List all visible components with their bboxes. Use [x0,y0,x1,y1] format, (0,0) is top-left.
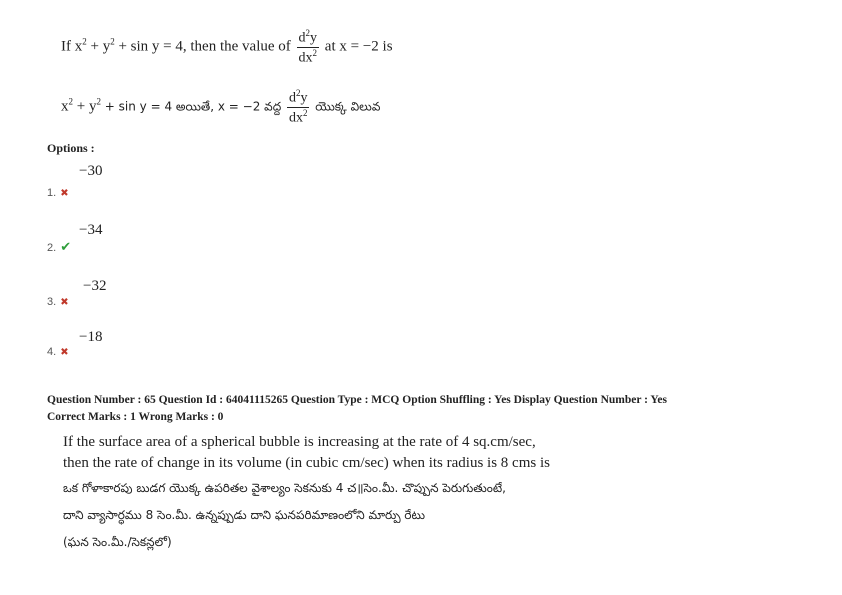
wrong-mark-icon: ✖ [60,188,69,199]
option-2[interactable]: 2. ✔ [47,240,72,255]
option-3-value: −32 [83,278,107,294]
option-2-value: −34 [79,222,103,238]
option-1[interactable]: 1. ✖ [47,187,69,199]
derivative-fraction-telugu: $\frac{d^2y}{dx^2}$ [288,88,308,126]
question-meta-line: Question Number : 65 Question Id : 64041115265 Question Type : MCQ Option Shuffling : Yes Display Question Number : Yes [47,394,668,406]
wrong-mark-icon: ✖ [60,297,69,308]
question-1-telugu: $x^2 + y^2 + \sin y = 4$ అయితే, x = −2 వద్ద $\frac{d^2y}{dx^2}$ యొక్క విలువ [61,88,381,126]
options-label: Options : [47,141,95,155]
question-2-telugu-line-3: (ఘన సెం.మీ./సెకన్లలో) [63,535,172,549]
marks-meta-line: Correct Marks : 1 Wrong Marks : 0 [47,411,224,423]
option-1-value: −30 [79,163,103,179]
option-4-value: −18 [79,329,103,345]
question-2-telugu-line-1: ఒక గోళాకారపు బుడగ యొక్క ఉపరితల వైశాల్యం సెకనుకు 4 చ॥సెం.మీ. చొప్పున పెరుగుతుంటే, [63,481,506,495]
question-1-english: If $x^2 + y^2 + \sin y = 4$, then the value of $\frac{d^2y}{dx^2}$ at x = −2 is [61,28,393,66]
question-2-english-line-1: If the surface area of a spherical bubble is increasing at the rate of 4 sq.cm/sec, [63,434,536,450]
option-3[interactable]: 3. ✖ [47,296,69,308]
wrong-mark-icon: ✖ [60,347,69,358]
derivative-fraction: $\frac{d^2y}{dx^2}$ [298,28,318,66]
question-2-telugu-line-2: దాని వ్యాసార్ధము 8 సెం.మీ. ఉన్నప్పుడు దాని ఘనపరిమాణంలోని మార్పు రేటు [63,508,425,522]
option-4[interactable]: 4. ✖ [47,346,69,358]
question-2-english-line-2: then the rate of change in its volume (in cubic cm/sec) when its radius is 8 cms is [63,455,550,471]
correct-check-icon: ✔ [60,240,72,255]
